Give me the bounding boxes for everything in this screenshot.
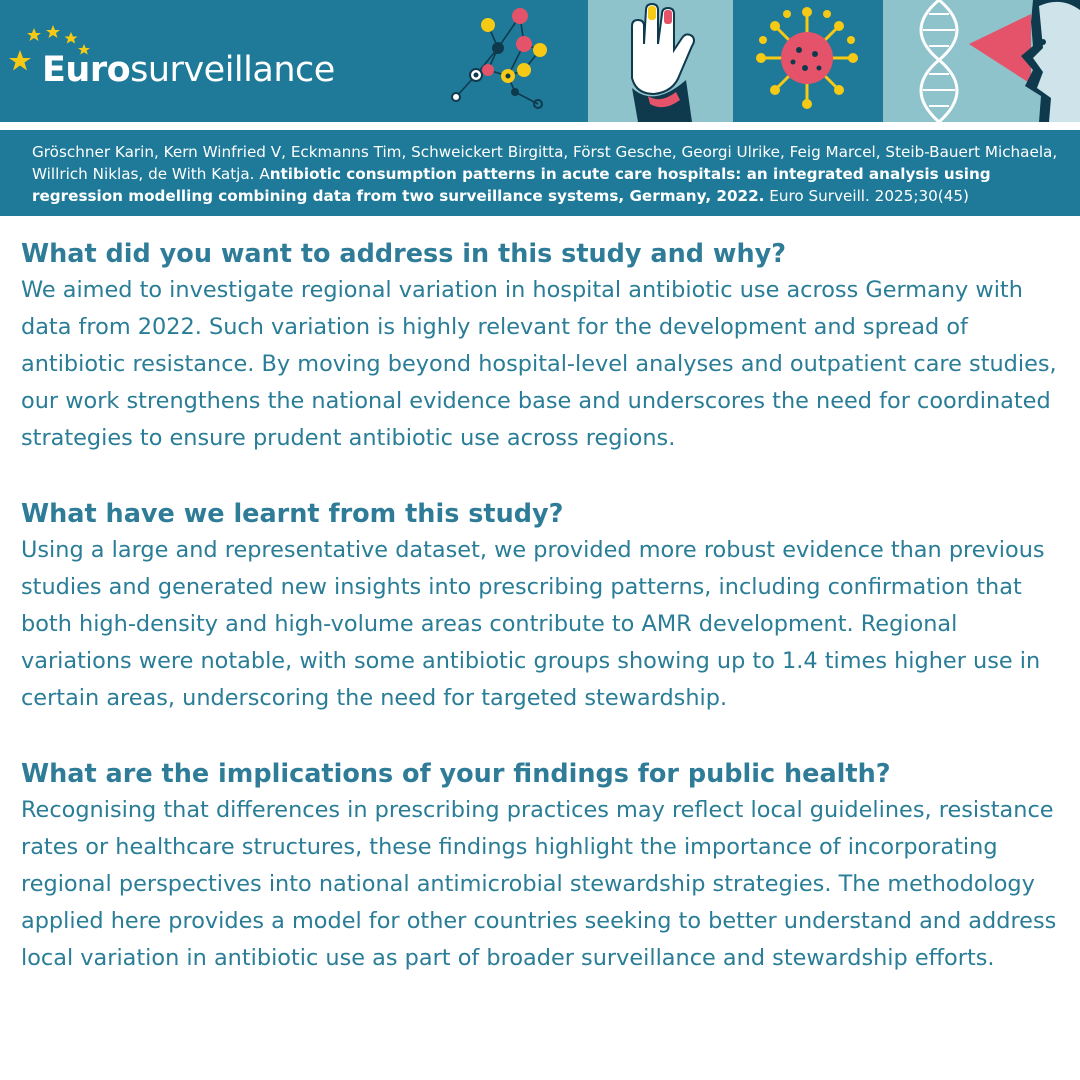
citation-block: [0, 130, 1080, 216]
dna-and-face-illustration-icon: [883, 0, 1080, 122]
virus-illustration-icon: [735, 0, 880, 122]
summary-content: [21, 236, 1066, 1016]
section-why: [21, 236, 1066, 457]
section-heading: What are the implications of your findings for public health?: [21, 759, 891, 789]
section-body: We aimed to investigate regional variation in hospital antibiotic use across Germany with data from 2022. Such variation is highly relevant for the development and spread of antibiotic resistance. By moving beyond hospital-level analyses and outpatient care studies, our work strengthens the national evidence base and underscores the need for coordinated strategies to ensure prudent antibiotic use across regions.: [21, 277, 1057, 451]
section-learnt: [21, 496, 1066, 717]
section-body: Recognising that differences in prescribing practices may reflect local guidelines, resistance rates or healthcare structures, these findings highlight the importance of incorporating regional perspectives into national antimicrobial stewardship strategies. The methodology applied here provides a model for other countries seeking to better understand and address local variation in antibiotic use as part of broader surveillance and stewardship efforts.: [21, 797, 1057, 971]
section-heading: What have we learnt from this study?: [21, 499, 564, 529]
network-illustration-icon: [440, 0, 585, 122]
section-implications: [21, 756, 1066, 977]
citation-title[interactable]: ntibiotic consumption patterns in acute care hospitals: an integrated analysis using regression modelling combining data from two surveillance systems, Germany, 2022.: [32, 165, 991, 205]
citation-authors: Gröschner Karin, Kern Winfried V, Eckmanns Tim, Schweickert Birgitta, Först Gesche, Georgi Ulrike, Feig Marcel, Steib-Bauert Michaela, Willrich Niklas, de With Katja. A: [32, 143, 1058, 183]
section-body: Using a large and representative dataset, we provided more robust evidence than previous studies and generated new insights into prescribing patterns, including confirmation that both high-density and high-volume areas contribute to AMR development. Regional variations were notable, with some antibiotic groups showing up to 1.4 times higher use in certain areas, underscoring the need for targeted stewardship.: [21, 537, 1045, 711]
citation-journal: Euro Surveill. 2025;30(45): [764, 187, 969, 205]
brand-light: surveillance: [130, 50, 335, 90]
hand-gesture-illustration-icon: [588, 0, 733, 122]
section-heading: What did you want to address in this study and why?: [21, 239, 787, 269]
brand-wordmark: [42, 50, 335, 90]
header-banner: [0, 0, 1080, 122]
logo[interactable]: [0, 0, 440, 122]
brand-bold: Euro: [42, 50, 131, 90]
